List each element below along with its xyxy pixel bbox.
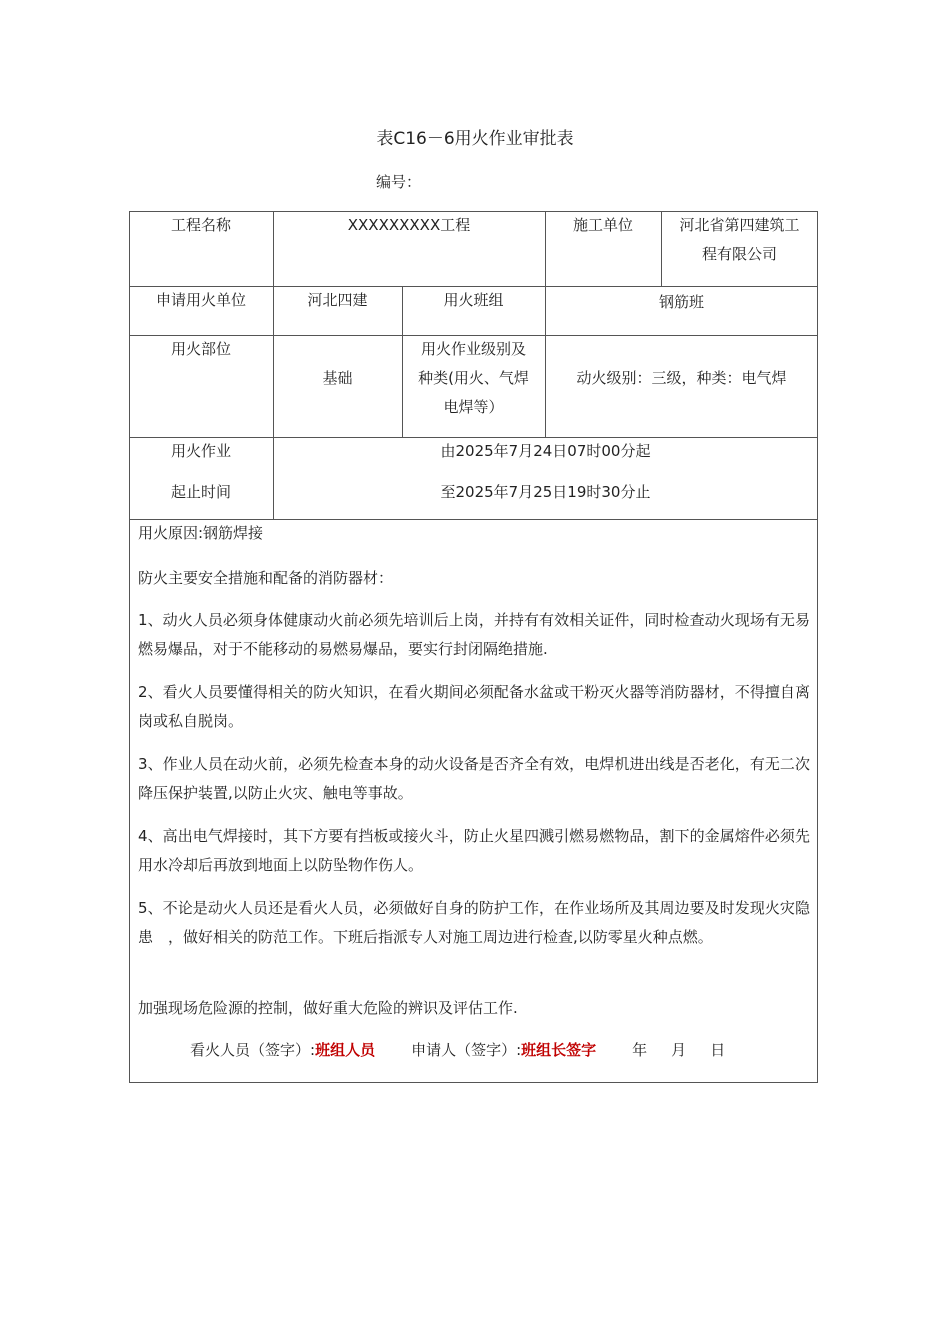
applicant-unit-label: 申请用火单位: [155, 291, 246, 309]
fire-location-value: 基础: [322, 369, 353, 387]
contractor-value-line1: 河北省第四建筑工: [679, 216, 800, 234]
signature-line: [190, 1039, 790, 1060]
contractor-value-line2: 程有限公司: [701, 245, 777, 263]
applicant-signature-label: 申请人（签字）:: [411, 1041, 522, 1059]
fire-time-start: 由2025年7月24日07时00分起: [440, 442, 651, 460]
date-year-label: 年: [632, 1041, 648, 1059]
fire-level-value: 动火级别：三级，种类：电气焊: [576, 369, 787, 387]
measure-item-5: 5、不论是动火人员还是看火人员，必须做好自身的防护工作，在作业场所及其周边要及时发现火灾隐患 ，做好相关的防范工作。下班后指派专人对施工周边进行检查,以防零星火种点燃。: [138, 899, 810, 946]
date-month-label: 月: [671, 1041, 687, 1059]
fire-team-value: 钢筋班: [658, 293, 704, 311]
measure-item-4: 4、高出电气焊接时，其下方要有挡板或接火斗，防止火星四溅引燃易燃物品，割下的金属熔件必须先用水冷却后再放到地面上以防坠物作伤人。: [138, 827, 810, 874]
serial-number-label: 编号：: [376, 173, 422, 191]
applicant-unit-value: 河北四建: [307, 291, 368, 309]
measure-item-3: 3、作业人员在动火前，必须先检查本身的动火设备是否齐全有效，电焊机进出线是否老化，有无二次降压保护装置,以防止火灾、触电等事故。: [138, 755, 810, 802]
fire-level-label-line3: 电焊等）: [443, 398, 504, 416]
page-title: 表C16－6用火作业审批表: [376, 129, 574, 149]
fire-team-label: 用火班组: [443, 291, 504, 309]
fire-level-label-line1: 用火作业级别及: [420, 340, 526, 358]
watcher-signature-value: 班组人员: [315, 1041, 376, 1059]
fire-location-label: 用火部位: [170, 340, 231, 358]
date-day-label: 日: [710, 1041, 726, 1059]
measures-heading: 防火主要安全措施和配备的消防器材：: [138, 569, 394, 587]
closing-statement: 加强现场危险源的控制，做好重大危险的辨识及评估工作.: [138, 999, 518, 1017]
fire-level-label-line2: 种类(用火、气焊: [418, 369, 529, 387]
fire-time-label-line1: 用火作业: [170, 442, 231, 460]
project-name-label: 工程名称: [170, 216, 231, 234]
contractor-label: 施工单位: [572, 216, 633, 234]
applicant-signature-value: 班组长签字: [521, 1041, 597, 1059]
fire-reason: 用火原因:钢筋焊接: [138, 524, 264, 542]
fire-time-label-line2: 起止时间: [170, 483, 231, 501]
measure-item-2: 2、看火人员要懂得相关的防火知识，在看火期间必须配备水盆或干粉灭火器等消防器材，不得擅自离岗或私自脱岗。: [138, 683, 810, 730]
project-name-value: XXXXXXXXX工程: [347, 216, 471, 234]
fire-time-end: 至2025年7月25日19时30分止: [440, 483, 651, 501]
measure-item-1: 1、动火人员必须身体健康动火前必须先培训后上岗，并持有有效相关证件，同时检查动火现场有无易燃易爆品，对于不能移动的易燃易爆品，要实行封闭隔绝措施.: [138, 611, 810, 658]
watcher-signature-label: 看火人员（签字）:: [190, 1041, 316, 1059]
